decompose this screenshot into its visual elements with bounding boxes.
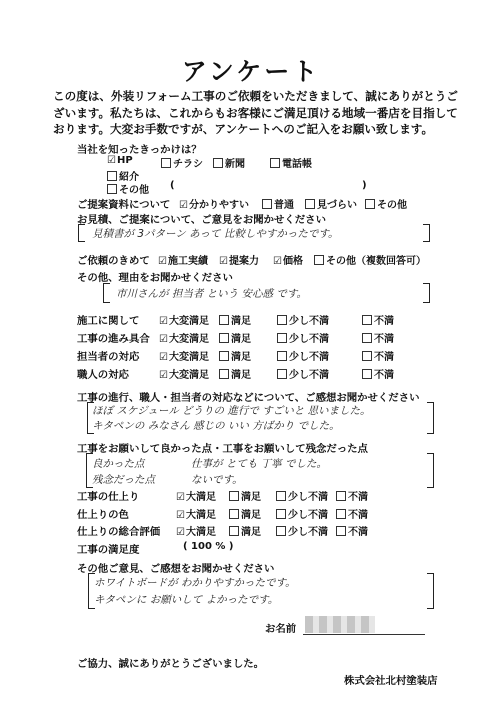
name-underline (303, 634, 425, 635)
finish-option[interactable]: 満足 (229, 488, 261, 503)
q1-opt-referral[interactable]: 紹介 (107, 168, 139, 183)
rating-option[interactable]: ☑ 大変満足 (159, 330, 209, 345)
finish-row-label: 工事の仕上り (77, 491, 140, 503)
degree-value[interactable]: ( 100 % ) (183, 541, 234, 552)
q8-bracket-right (427, 573, 434, 609)
q7-good-answer[interactable]: 仕事が とても 丁寧 でした。 (191, 458, 328, 470)
q6-label: 工事の進行、職人・担当者の対応などについて、ご感想お聞かせください (77, 392, 420, 404)
q1-opt-flyer[interactable]: チラシ (161, 155, 203, 170)
q4-label: ご依頼のきめて (77, 255, 150, 267)
rating-option[interactable]: ☑ 大変満足 (159, 366, 209, 381)
finish-option[interactable]: 不満 (336, 523, 368, 538)
finish-option[interactable]: 少し不満 (276, 488, 328, 503)
q7-good-label: 良かった点 (92, 458, 145, 470)
finish-option[interactable]: 少し不満 (276, 523, 328, 538)
finish-row-label: 仕上りの総合評価 (77, 526, 161, 538)
q1-label: 当社を知ったきっかけは？ (77, 144, 202, 156)
rating-row-label: 職人の対応 (77, 369, 129, 381)
q4-opt-price[interactable]: ☑ 価格 (273, 252, 303, 267)
q1-paren-close: ) (362, 180, 367, 191)
finish-option[interactable]: ☑ 大満足 (176, 523, 216, 538)
rating-option[interactable]: 少し不満 (277, 312, 329, 327)
q6-answer-line1[interactable]: ほぼ スケジュール どうりの 進行で すごいと 思いました。 (92, 405, 371, 417)
q1-opt-phonebook[interactable]: 電話帳 (270, 155, 312, 170)
rating-option[interactable]: 満足 (219, 366, 251, 381)
finish-option[interactable]: 満足 (229, 506, 261, 521)
q1-opt-newspaper[interactable]: 新聞 (213, 155, 245, 170)
finish-option[interactable]: 不満 (336, 488, 368, 503)
q2-opt-clear[interactable]: ☑ 分かりやすい (179, 196, 249, 211)
rating-option[interactable]: 不満 (362, 348, 394, 363)
rating-row-label: 担当者の対応 (77, 351, 140, 363)
intro-text: この度は、外装リフォーム工事のご依頼をいただきまして、誠にありがとうございます。私たちは、これからもお客様にご満足頂ける地域一番店を目指しております。大変お手数ですが、アンケートへのご記入をお願い致します。 (53, 89, 458, 136)
rating-option[interactable]: 満足 (219, 330, 251, 345)
q1-paren-open: ( (170, 180, 175, 191)
q2-opt-other[interactable]: その他 (365, 196, 407, 211)
rating-option[interactable]: 不満 (362, 330, 394, 345)
q3-bracket-right (423, 224, 430, 242)
finish-row-label: 仕上りの色 (77, 508, 129, 521)
name-label: お名前 (265, 623, 297, 635)
rating-option[interactable]: 少し不満 (277, 348, 329, 363)
rating-option[interactable]: 不満 (362, 312, 394, 327)
q6-bracket-right (427, 402, 434, 434)
thanks-text: ご協力、誠にありがとうございました。 (77, 658, 265, 670)
survey-title: アンケート (181, 57, 321, 86)
rating-option[interactable]: ☑ 大変満足 (159, 312, 209, 327)
q5-bracket-left (103, 283, 110, 303)
q5-answer[interactable]: 市川さんが 担当者 という 安心感 です。 (116, 288, 308, 300)
degree-label: 工事の満足度 (77, 544, 140, 556)
q5-label: その他、理由をお聞かせください (77, 272, 233, 284)
q8-answer-line1[interactable]: ホワイトボードが わかりやすかったです。 (94, 577, 296, 589)
finish-option[interactable]: 満足 (229, 523, 261, 538)
company-name: 株式会社北村塗装店 (344, 675, 438, 687)
q2-opt-hard[interactable]: 見づらい (305, 196, 357, 211)
q3-bracket-left (78, 224, 85, 242)
q2-opt-normal[interactable]: 普通 (262, 196, 294, 211)
rating-option[interactable]: 少し不満 (277, 330, 329, 345)
q4-opt-other[interactable]: その他（複数回答可） (314, 252, 426, 267)
finish-option[interactable]: 不満 (336, 506, 368, 521)
q7-bracket-right (427, 453, 434, 488)
q6-answer-line2[interactable]: キタペンの みなさん 感じの いい 方ばかり でした。 (92, 420, 340, 432)
rating-option[interactable]: 不満 (362, 366, 394, 381)
finish-option[interactable]: ☑ 大満足 (176, 488, 216, 503)
q4-opt-record[interactable]: ☑ 施工実績 (158, 252, 208, 267)
q8-label: その他ご意見、ご感想をお聞かせください (77, 563, 275, 575)
q3-label: お見積、ご提案について、ご意見をお聞かせください (77, 214, 326, 226)
name-redacted (305, 616, 375, 633)
q2-label: ご提案資料について (77, 199, 171, 211)
q7-label: 工事をお願いして良かった点・工事をお願いして残念だった点 (77, 443, 368, 455)
rating-option[interactable]: 少し不満 (277, 366, 329, 381)
rating-option[interactable]: ☑ 大変満足 (159, 348, 209, 363)
q4-opt-proposal[interactable]: ☑ 提案力 (219, 252, 259, 267)
q3-answer[interactable]: 見積書が 3パターン あって 比較しやすかったです。 (92, 228, 339, 240)
q1-opt-other[interactable]: その他 (107, 181, 149, 196)
finish-option[interactable]: 少し不満 (276, 506, 328, 521)
rating-row-label: 施工に関して (77, 315, 140, 327)
rating-option[interactable]: 満足 (219, 348, 251, 363)
finish-option[interactable]: ☑ 大満足 (176, 506, 216, 521)
rating-row-label: 工事の進み具合 (77, 333, 150, 345)
q7-bad-label: 残念だった点 (92, 474, 155, 486)
q7-bad-answer[interactable]: ないです。 (191, 474, 243, 486)
q5-bracket-right (423, 283, 430, 303)
q8-answer-line2[interactable]: キタペンに お願いして よかったです。 (94, 594, 279, 606)
rating-option[interactable]: 満足 (219, 312, 251, 327)
q1-opt-hp[interactable]: ☑ HP (107, 155, 133, 166)
